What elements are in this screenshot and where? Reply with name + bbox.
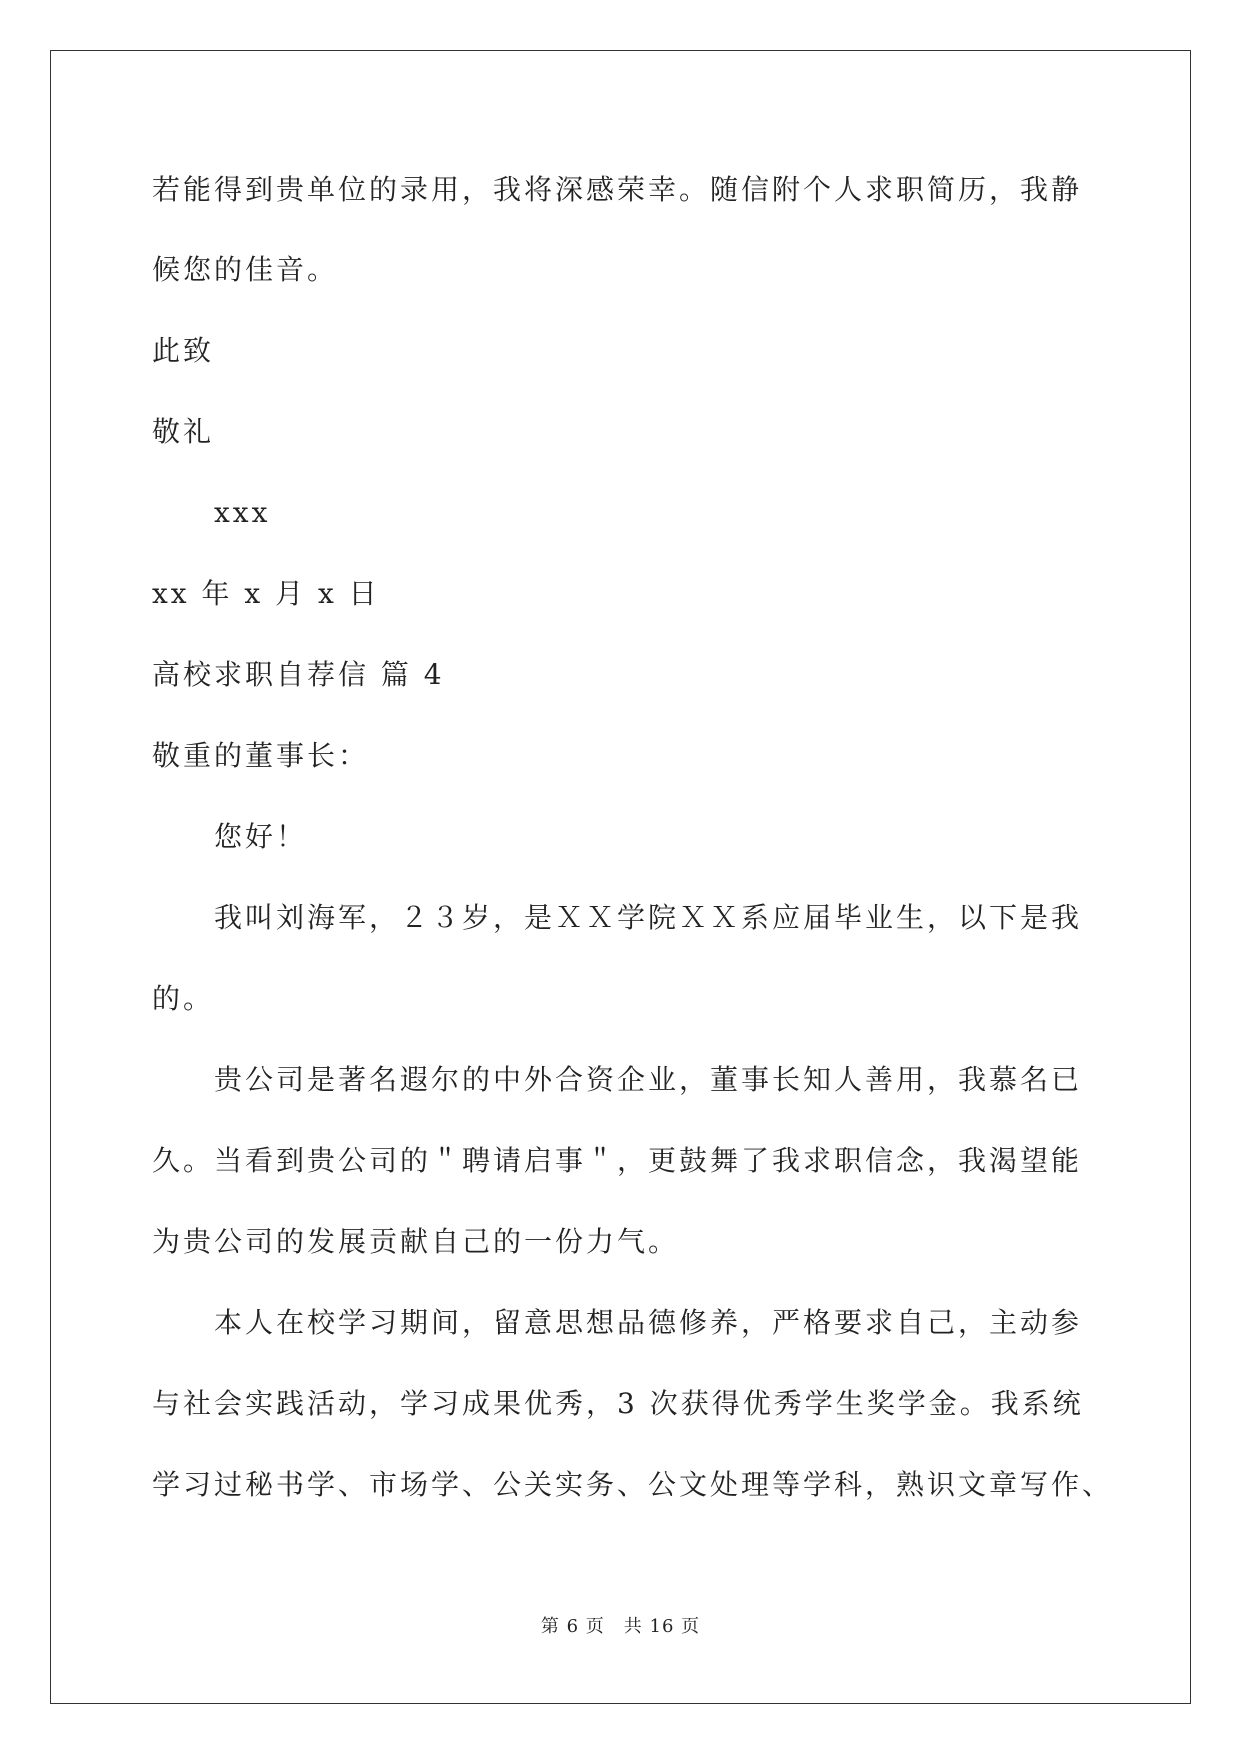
letter-greeting: 敬重的董事长： — [152, 739, 370, 772]
body-line-company-2: 久。当看到贵公司的＂聘请启事＂，更鼓舞了我求职信念，我渴望能 — [152, 1144, 1083, 1177]
page-border — [50, 50, 1191, 1704]
closing-salutation: 此致 — [152, 334, 215, 367]
body-line-study-1: 本人在校学习期间，留意思想品德修养，严格要求自己，主动参 — [214, 1306, 1083, 1339]
body-line-company-1: 贵公司是著名遐尔的中外合资企业，董事长知人善用，我慕名已 — [214, 1063, 1083, 1096]
body-line-study-3: 学习过秘书学、市场学、公关实务、公文处理等学科，熟识文章写作、 — [152, 1468, 1114, 1501]
body-line-2: 候您的佳音。 — [152, 253, 339, 286]
body-line-company-3: 为贵公司的发展贡献自己的一份力气。 — [152, 1225, 680, 1258]
greeting-hello: 您好！ — [214, 820, 308, 853]
closing-regards: 敬礼 — [152, 415, 215, 448]
section-heading: 高校求职自荐信 篇 4 — [152, 658, 445, 691]
signature-date: xx 年 x 月 x 日 — [152, 577, 380, 610]
body-line-introduction-cont: 的。 — [152, 982, 215, 1015]
body-line-introduction: 我叫刘海军，２３岁，是ＸＸ学院ＸＸ系应届毕业生，以下是我 — [214, 901, 1083, 934]
body-line-1: 若能得到贵单位的录用，我将深感荣幸。随信附个人求职简历，我静 — [152, 173, 1083, 206]
body-line-study-2: 与社会实践活动，学习成果优秀，3 次获得优秀学生奖学金。我系统 — [152, 1387, 1084, 1420]
signature-name: xxx — [214, 496, 271, 529]
page-number-footer: 第 6 页 共 16 页 — [540, 1616, 701, 1637]
